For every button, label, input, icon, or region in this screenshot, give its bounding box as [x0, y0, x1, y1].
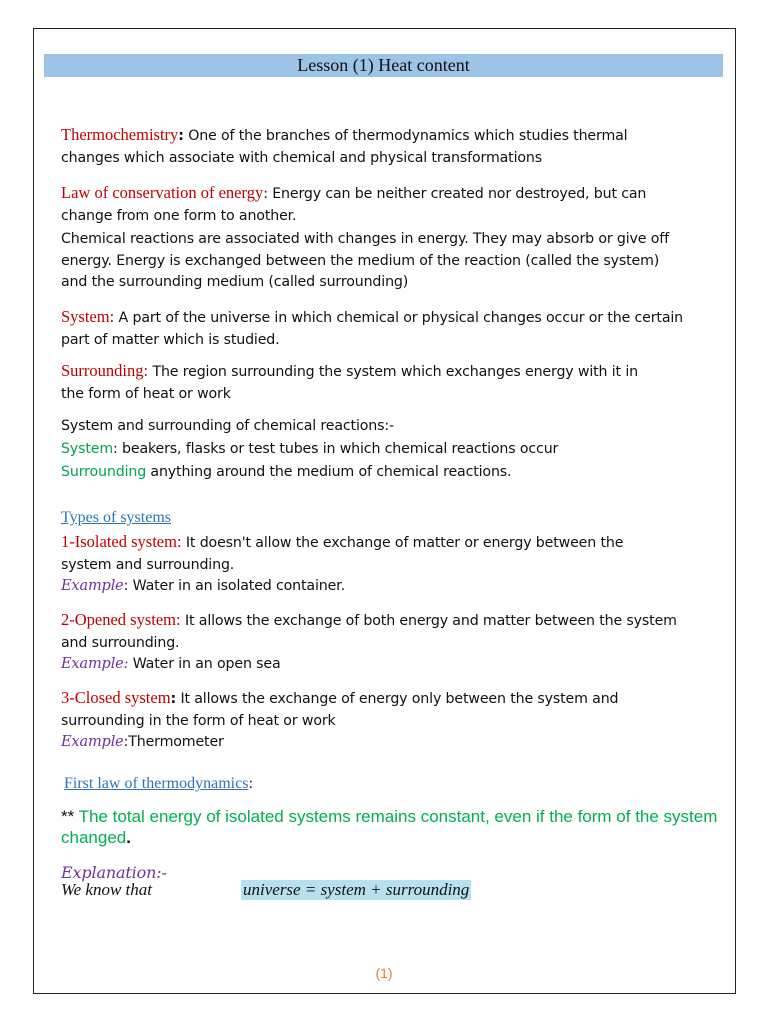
thermochemistry-colon: :: [178, 128, 184, 144]
thermochemistry-term: Thermochemistry: [61, 125, 179, 144]
first-law-period: .: [126, 828, 131, 847]
system-term: System:: [61, 307, 115, 326]
types-heading: Types of systems: [61, 509, 171, 526]
sys-surr-heading: System and surrounding of chemical reactions:-: [61, 418, 394, 434]
isolated-line1: It doesn't allow the exchange of matter or energy between the: [181, 535, 624, 551]
opened-line2: and surrounding.: [61, 634, 180, 651]
reactions-line2: energy. Energy is exchanged between the medium of the reaction (called the system): [61, 252, 660, 269]
reactions-line1: Chemical reactions are associated with changes in energy. They may absorb or give off: [61, 231, 669, 247]
conservation-line1: : Energy can be neither created nor destroyed, but can: [263, 186, 647, 202]
closed-line1: It allows the exchange of energy only between the system and: [176, 691, 619, 707]
conservation-line2: change from one form to another.: [61, 207, 297, 224]
first-law-stars: **: [61, 807, 79, 826]
equation-line: [61, 880, 721, 900]
conservation-term: Law of conservation of energy: [61, 183, 264, 202]
closed-colon: :: [170, 691, 177, 707]
opened-system: [61, 609, 721, 676]
surrounding-line2: the form of heat or work: [61, 385, 231, 402]
opened-term: 2-Opened system:: [61, 610, 181, 629]
isolated-line2: system and surrounding.: [61, 556, 235, 573]
first-law-statement: [61, 806, 729, 848]
closed-example-label: Example: [61, 734, 124, 750]
system-definition: [61, 306, 721, 351]
explanation-label: Explanation:-: [61, 863, 167, 882]
sys-surr-surrounding-text: anything around the medium of chemical reactions.: [146, 464, 512, 480]
universe-equation: universe = system + surrounding: [243, 880, 470, 899]
closed-line2: surrounding in the form of heat or work: [61, 712, 336, 729]
system-line2: part of matter which is studied.: [61, 331, 280, 348]
opened-example-label: Example:: [61, 656, 129, 672]
opened-line1: It allows the exchange of both energy and matter between the system: [180, 613, 677, 629]
surrounding-definition: [61, 360, 721, 405]
closed-term: 3-Closed system: [61, 688, 171, 707]
system-line1: A part of the universe in which chemical or physical changes occur or the certain: [114, 310, 684, 326]
isolated-example-text: : Water in an isolated container.: [123, 578, 345, 594]
conservation-definition: [61, 182, 721, 227]
types-heading-row: [61, 507, 721, 530]
reactions-paragraph: [61, 229, 721, 294]
sys-surr-system-label: System: [61, 441, 114, 457]
explanation-lead: We know that: [61, 880, 152, 899]
isolated-system: [61, 531, 721, 598]
thermochemistry-definition: [61, 124, 721, 169]
reactions-line3: and the surrounding medium (called surrounding): [61, 274, 409, 290]
first-law-heading-row: [64, 773, 724, 796]
surrounding-term: Surrounding:: [61, 361, 149, 380]
opened-example-text: Water in an open sea: [128, 656, 281, 672]
page-number: (1): [375, 965, 393, 981]
isolated-example-label: Example: [61, 578, 124, 594]
closed-example-text: :Thermometer: [123, 734, 224, 750]
isolated-term: 1-Isolated system:: [61, 532, 182, 551]
first-law-text: The total energy of isolated systems remains constant, even if the form of the system changed: [61, 807, 718, 847]
thermochemistry-line1: One of the branches of thermodynamics which studies thermal: [183, 128, 628, 144]
sys-surr-section: [61, 415, 721, 484]
lesson-title: Lesson (1) Heat content: [44, 54, 723, 77]
surrounding-line1: The region surrounding the system which exchanges energy with it in: [148, 364, 638, 380]
closed-system: [61, 687, 721, 754]
sys-surr-surrounding-label: Surrounding: [61, 464, 147, 480]
thermochemistry-line2: changes which associate with chemical and physical transformations: [61, 149, 542, 166]
first-law-heading: First law of thermodynamics: [64, 775, 249, 792]
first-law-colon: :: [248, 776, 254, 792]
sys-surr-system-text: : beakers, flasks or test tubes in which chemical reactions occur: [113, 441, 559, 457]
